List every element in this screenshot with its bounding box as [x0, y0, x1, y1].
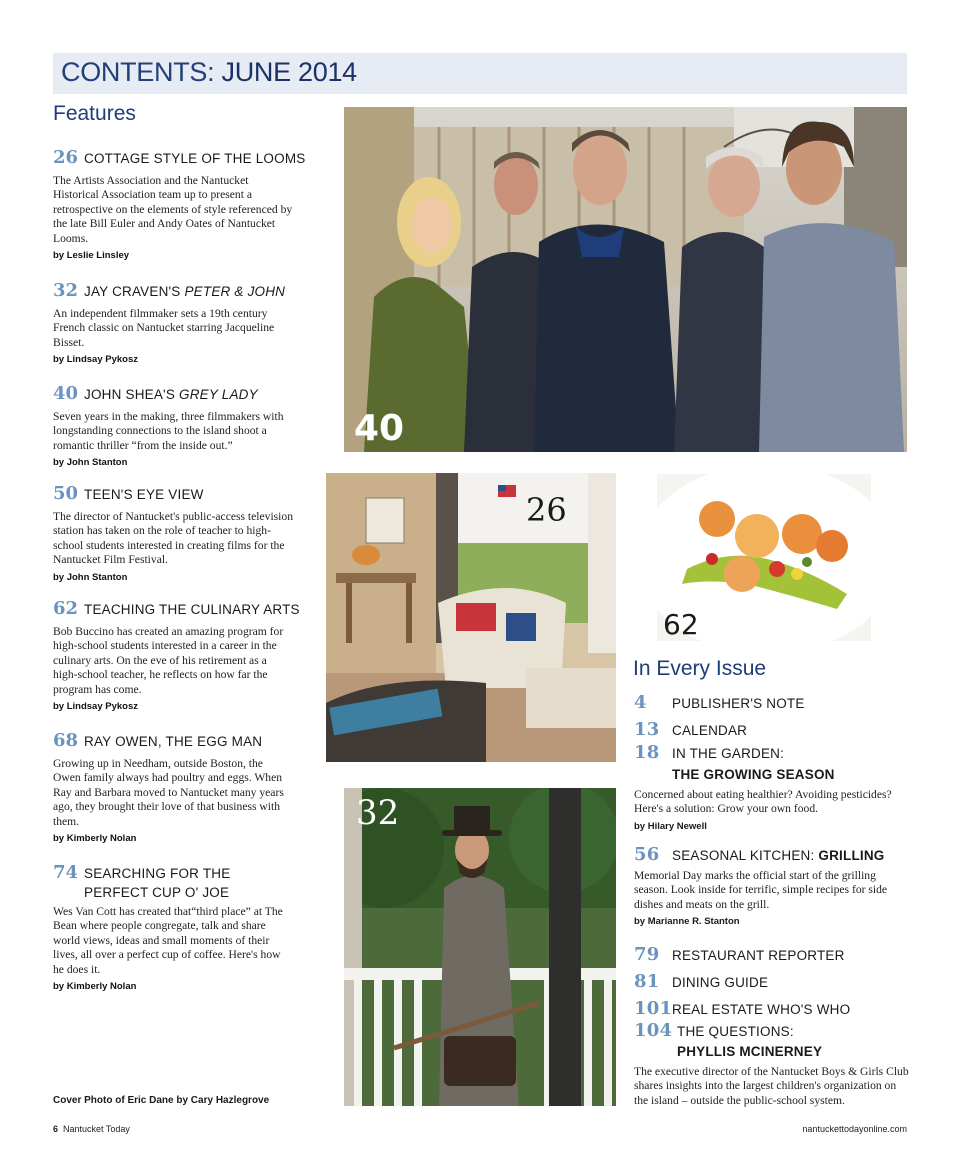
cover-credit: Cover Photo of Eric Dane by Cary Hazlegrove: [53, 1095, 270, 1106]
page-number: 56: [634, 844, 660, 865]
feature-title: COTTAGE STYLE OF THE LOOMS: [84, 151, 306, 166]
page-number: 104: [634, 1020, 673, 1041]
photo-culinary-dish[interactable]: [657, 474, 871, 641]
page-number: 68: [53, 730, 79, 751]
in-every-issue-title: In Every Issue: [633, 657, 767, 680]
photo-peter-and-john[interactable]: [344, 788, 616, 1106]
issue-date: JUNE 2014: [221, 57, 357, 87]
issue-title: CALENDAR: [672, 723, 748, 738]
issue-title: IN THE GARDEN:: [672, 746, 785, 761]
page-number: 13: [634, 719, 660, 740]
issue-title: SEASONAL KITCHEN:: [672, 848, 819, 863]
feature-item[interactable]: [53, 281, 293, 365]
issue-item[interactable]: [634, 1021, 914, 1108]
feature-title-line2: PERFECT CUP O' JOE: [84, 885, 230, 900]
photo-page-label: 62: [663, 608, 699, 641]
issue-title: REAL ESTATE WHO'S WHO: [672, 1002, 851, 1017]
feature-byline: by Leslie Linsley: [53, 250, 130, 262]
feature-item[interactable]: [53, 863, 293, 992]
feature-item[interactable]: [53, 731, 293, 844]
contents-label: CONTENTS:: [61, 57, 215, 87]
issue-subtitle: THE GROWING SEASON: [672, 767, 835, 782]
photo-page-label: 32: [356, 793, 400, 833]
photo-page-label: 26: [526, 491, 567, 529]
issue-item[interactable]: [634, 945, 914, 965]
feature-item[interactable]: [53, 384, 293, 468]
issue-item[interactable]: [634, 845, 914, 927]
issue-item[interactable]: [634, 693, 914, 713]
grey-lady-cast-image: [344, 107, 907, 452]
feature-item[interactable]: [53, 484, 293, 583]
footer-page-number: 6: [53, 1124, 59, 1134]
feature-title: TEACHING THE CULINARY ARTS: [84, 602, 300, 617]
feature-summary: Seven years in the making, three filmmakers with longstanding connections to the island shoot a romantic thriller “from the inside out.”: [53, 410, 284, 452]
page-number: 62: [53, 598, 79, 619]
page-number: 26: [53, 147, 79, 168]
page-number: 79: [634, 944, 660, 965]
feature-summary: The director of Nantucket's public-access television station has taken on the role of teacher to high-school students interested in creating films for the Nantucket Film Festival.: [53, 510, 293, 567]
photo-page-label: 40: [354, 408, 405, 449]
issue-title-bold: GRILLING: [818, 848, 885, 863]
feature-byline: by John Stanton: [53, 571, 128, 583]
page-number: 32: [53, 280, 79, 301]
contents-header: [53, 53, 907, 94]
footer-magazine: Nantucket Today: [63, 1124, 130, 1134]
issue-item[interactable]: [634, 720, 914, 740]
page-number: 81: [634, 971, 660, 992]
feature-summary: Growing up in Needham, outside Boston, the Owen family always had poultry and eggs. When Ray and Barbara moved to Nantucket many years ago, they brought their love of that business with them.: [53, 757, 284, 828]
feature-title: SEARCHING FOR THE: [84, 866, 231, 881]
culinary-dish-image: [657, 474, 871, 641]
feature-byline: by Lindsay Pykosz: [53, 354, 139, 366]
feature-title-italic: GREY LADY: [179, 387, 258, 402]
page-number: 18: [634, 742, 660, 763]
feature-title: JOHN SHEA'S: [84, 387, 179, 402]
page-number: 74: [53, 862, 79, 883]
feature-summary: Bob Buccino has created an amazing program for high-school students interested in a career in the culinary arts. On the eve of his retirement as a high-school teacher, he reflects on how far the program has come.: [53, 625, 284, 696]
photo-grey-lady-cast[interactable]: [344, 107, 907, 452]
page-number: 50: [53, 483, 79, 504]
feature-summary: An independent filmmaker sets a 19th century French classic on Nantucket starring Jacqueline Bisset.: [53, 307, 275, 349]
feature-item[interactable]: [53, 147, 306, 262]
feature-title: RAY OWEN, THE EGG MAN: [84, 734, 263, 749]
issue-title: RESTAURANT REPORTER: [672, 948, 845, 963]
feature-summary: The Artists Association and the Nantucket Historical Association team up to present a retrospective on the elements of style referenced by the late Bill Euler and Andy Oates of Nantucket Looms.: [53, 174, 293, 245]
feature-byline: by John Stanton: [53, 457, 128, 469]
page-number: 4: [634, 692, 647, 713]
footer-url[interactable]: nantuckettodayonline.com: [802, 1124, 907, 1134]
issue-summary: Concerned about eating healthier? Avoiding pesticides? Here's a solution: Grow your own food.: [634, 788, 892, 816]
issue-subtitle: PHYLLIS MCINERNEY: [677, 1044, 823, 1059]
photo-cottage-interior[interactable]: [326, 473, 616, 762]
page-number: 101: [634, 998, 673, 1019]
page-number: 40: [53, 383, 79, 404]
issue-title: THE QUESTIONS:: [677, 1024, 794, 1039]
issue-summary: The executive director of the Nantucket Boys & Girls Club shares insights into the largest children's organization on the island – outside the public-school system.: [634, 1065, 909, 1107]
issue-title: DINING GUIDE: [672, 975, 769, 990]
feature-byline: by Kimberly Nolan: [53, 981, 137, 993]
feature-item[interactable]: [53, 598, 300, 713]
issue-summary: Memorial Day marks the official start of the grilling season. Look inside for terrific, simple recipes for side dishes and meats on the grill.: [634, 869, 888, 911]
page-footer-left: [53, 1124, 130, 1134]
issue-item[interactable]: [634, 999, 914, 1019]
feature-title: JAY CRAVEN'S: [84, 284, 185, 299]
issue-byline: by Marianne R. Stanton: [634, 916, 740, 928]
cottage-interior-image: [326, 473, 616, 762]
peter-and-john-image: [344, 788, 616, 1106]
feature-byline: by Kimberly Nolan: [53, 833, 137, 845]
issue-item[interactable]: [634, 743, 914, 832]
issue-byline: by Hilary Newell: [634, 820, 707, 832]
feature-title-italic: PETER & JOHN: [184, 284, 286, 299]
issue-title: PUBLISHER'S NOTE: [672, 696, 805, 711]
issue-item[interactable]: [634, 972, 914, 992]
feature-title: TEEN'S EYE VIEW: [84, 487, 204, 502]
feature-byline: by Lindsay Pykosz: [53, 701, 139, 713]
features-title: Features: [53, 102, 136, 125]
feature-summary: Wes Van Cott has created that“third place” at The Bean where people congregate, talk and share world views, ideas and small moments of their lives, all over a perfect cup of coffee. Here's how he does it.: [53, 905, 283, 976]
